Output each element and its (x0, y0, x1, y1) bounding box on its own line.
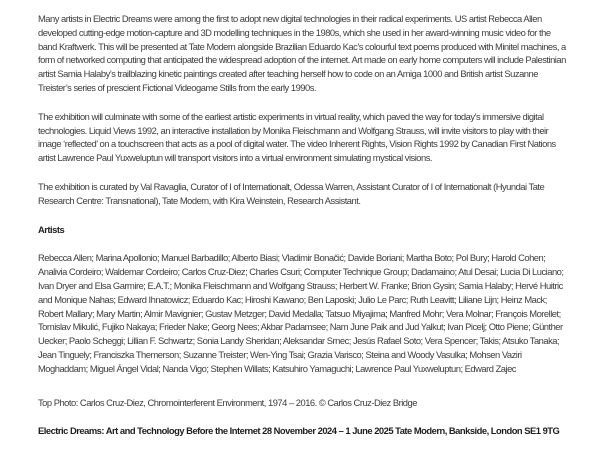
artists-list: Rebecca Allen; Marina Apollonio; Manuel Barbadillo; Alberto Biasi; Vladimir Bonačić; Davide Boriani; Martha Boto; Pol Bury; Harold Cohen; Analivia Cordeiro; Waldemar Cordeiro; Carlos Cruz-Diez; Charles Csuri; Computer Technique Group; Dadamaino; Atul Desai; Lucia Di Luciano; Ivan Dryer and Elsa Garmire; E.A.T.; Monika Fleischmann and Wolfgang Strauss; Herbert W. Franke; Brion Gysin; Samia Halaby; Hervé Huitric and Monique Nahas; Edward Ihnatowicz; Eduardo Kac; Hiroshi Kawano; Ben Laposki; Julio Le Parc; Ruth Leavitt; Liliane Lijn; Heinz Mack; Robert Mallary; Mary Martin; Almir Mavignier; Gustav Metzger; David Medalla; Tatsuo Miyajima; Manfred Mohr; Vera Molnar; François Morellet; Tomislav Mikulić, Fujiko Nakaya; Frieder Nake; Georg Nees; Akbar Padamsee; Nam June Paik and Jud Yalkut; Ivan Picelj; Otto Piene; Günther Uecker; Paolo Scheggi; Lillian F. Schwartz; Sonia Landy Sheridan; Aleksandar Srnec; Jesús Rafael Soto; Vera Spencer; Takis; Atsuko Tanaka; Jean Tinguely; Franciszka Themerson; Suzanne Treister; Wen-Ying Tsai; Grazia Varisco; Steina and Woody Vasulka; Mohsen Vaziri Moghaddam; Miguel Ángel Vidal; Nanda Vigo; Stephen Willats; Katsuhiro Yamaguchi; Lawrence Paul Yuxweluptun; Edward Zajec (38, 252, 564, 374)
paragraph-intro: Many artists in Electric Dreams were among the first to adopt new digital technologies in their radical experiments. US artist Rebecca Allen developed cutting-edge motion-capture and 3D modelling techniques in the 1980s, which she used in her award-winning music video for the band Kraftwerk. This will be presented at Tate Modern alongside Brazilian Eduardo Kac’s colourful text poems produced with Minitel machines, a form of networked computing that anticipated the widespread adoption of the internet. Art made on early home computers will include Palestinian artist Samia Halaby’s trailblazing kinetic paintings created after teaching herself how to code on an Amiga 1000 and British artist Suzanne Treister’s series of prescient Fictional Videogame Stills from the early 1990s. (38, 13, 566, 93)
paragraph-virtual-reality: The exhibition will culminate with some of the earliest artistic experiments in virtual reality, which paved the way for today’s immersive digital technologies. Liquid Views 1992, an interactive installation by Monika Fleischmann and Wolfgang Strauss, will invite visitors to play with their image ‘reflected’ on a touchscreen that acts as a pool of digital water. The video Inherent Rights, Vision Rights 1992 by Canadian First Nations artist Lawrence Paul Yuxweluptun will transport visitors into a virtual environment simulating mystical visions. (38, 110, 556, 164)
photo-credit: Top Photo: Carlos Cruz-Diez, Chromointerferent Environment, 1974 – 2016. © Carlos Cruz-Diez Bridge (38, 396, 417, 408)
artists-heading: Artists (38, 223, 65, 235)
press-release-content (38, 12, 568, 438)
exhibition-details: Electric Dreams: Art and Technology Before the Internet 28 November 2024 – 1 June 2025 Tate Modern, Bankside, London SE1 9TG (38, 425, 560, 437)
paragraph-curators: The exhibition is curated by Val Ravaglia, Curator of I of Internationalt, Odessa Warren, Assistant Curator of I of Internationalt (Hyundai Tate Research Centre: Transnational), Tate Modern, with Kira Weinstein, Research Assistant. (38, 180, 545, 206)
